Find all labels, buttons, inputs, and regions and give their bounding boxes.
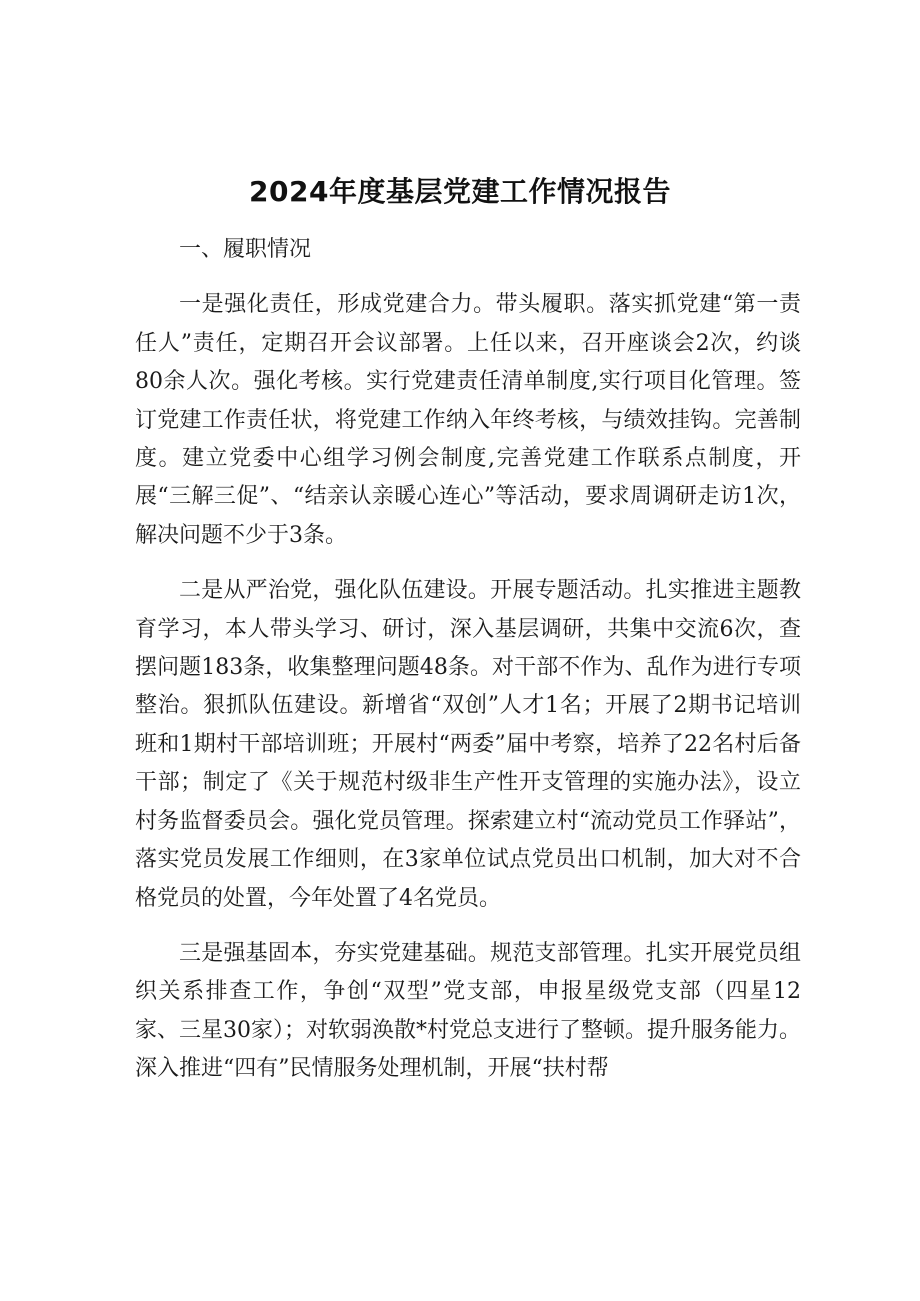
section-heading: 一、履职情况 (179, 237, 312, 262)
document-title: 2024年度基层党建工作情况报告 (249, 175, 671, 208)
paragraph-foundation: 三是强基固本，夯实党建基础。规范支部管理。扎实开展党员组织关系排查工作，争创“双型”党支部，申报星级党支部（四星12家、三星30家）；对软弱涣散*村党总支进行了整顿。提升服务能力。深入推进“四有”民情服务处理机制，开展“扶村帮 (135, 940, 801, 1082)
paragraph-responsibility: 一是强化责任，形成党建合力。带头履职。落实抓党建“第一责任人”责任，定期召开会议部署。上任以来，召开座谈会2次，约谈80余人次。强化考核。实行党建责任清单制度,实行项目化管理。签订党建工作责任状，将党建工作纳入年终考核，与绩效挂钩。完善制度。建立党委中心组学习例会制度,完善党建工作联系点制度，开展“三解三促”、“结亲认亲暖心连心”等活动，要求周调研走访1次，解决问题不少于3条。 (135, 292, 801, 548)
document-body (135, 231, 801, 1106)
paragraph-party-discipline: 二是从严治党，强化队伍建设。开展专题活动。扎实推进主题教育学习，本人带头学习、研讨，深入基层调研，共集中交流6次，查摆问题183条，收集整理问题48条。对干部不作为、乱作为进行专项整治。狠抓队伍建设。新增省“双创”人才1名；开展了2期书记培训班和1期村干部培训班；开展村“两委”届中考察，培养了22名村后备干部；制定了《关于规范村级非生产性开支管理的实施办法》，设立村务监督委员会。强化党员管理。探索建立村“流动党员工作驿站”，落实党员发展工作细则，在3家单位试点党员出口机制，加大对不合格党员的处置，今年处置了4名党员。 (135, 578, 801, 911)
